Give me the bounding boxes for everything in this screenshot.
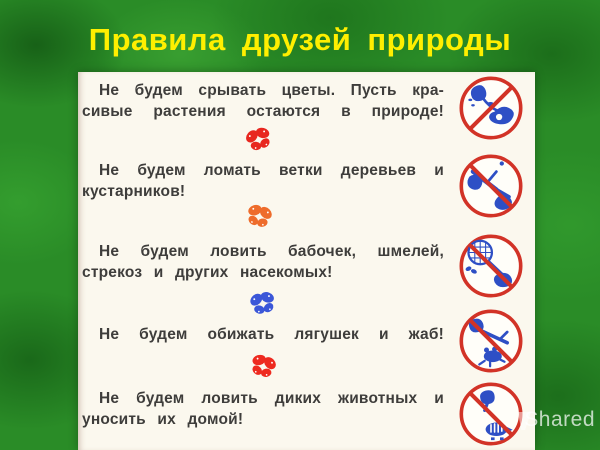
rule-2-line-2: кустарников! (82, 182, 186, 200)
rule-4-line-1: Не будем обижать лягушек и жаб! (99, 326, 444, 343)
rule-5 (82, 389, 444, 430)
blue-butterfly-icon (248, 289, 278, 319)
rules-page-panel (78, 72, 535, 450)
no-breaking-branches-icon (455, 150, 527, 222)
watermark: Shared (524, 408, 595, 431)
orange-butterfly-icon (244, 202, 274, 232)
rule-5-line-1: Не будем ловить диких животных и (99, 390, 444, 407)
rule-2 (82, 161, 444, 202)
rule-2-line-1: Не будем ломать ветки деревьев и (99, 162, 444, 179)
rule-1-line-2: сивые растения остаются в природе! (82, 102, 444, 120)
no-harming-frogs-icon (455, 305, 527, 377)
no-catching-insects-icon (455, 230, 527, 302)
rule-3 (82, 242, 444, 283)
rule-3-line-2: стрекоз и других насекомых! (82, 263, 333, 281)
no-taking-wild-animals-icon (455, 378, 527, 450)
no-picking-flowers-icon (455, 72, 527, 144)
rule-4 (82, 325, 444, 346)
slide-title: Правила друзей природы (88, 22, 512, 57)
rule-5-line-2: уносить их домой! (82, 410, 244, 428)
rule-1 (82, 81, 444, 122)
rule-1-line-1: Не будем срывать цветы. Пусть кра- (99, 82, 444, 99)
red-butterfly-icon (248, 352, 278, 382)
red-butterfly-icon (244, 125, 274, 155)
rule-3-line-1: Не будем ловить бабочек, шмелей, (99, 243, 444, 260)
